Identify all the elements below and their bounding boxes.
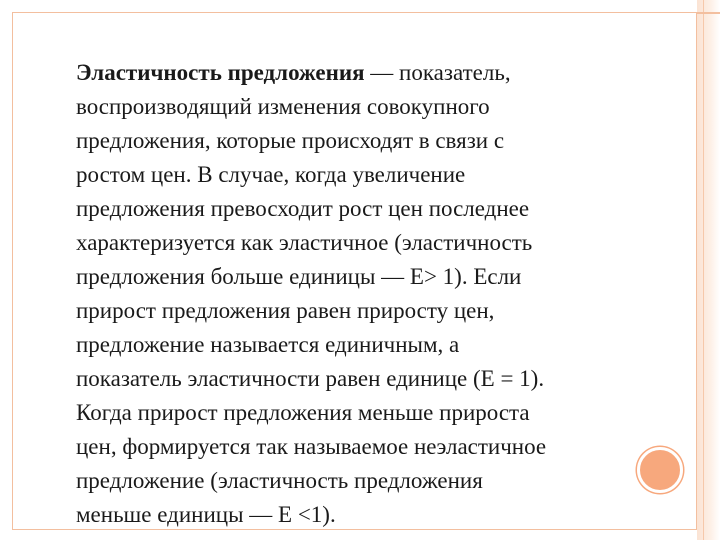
text-line: цен, формируется так называемое неэластичное [76, 434, 547, 459]
defined-term: Эластичность предложения [76, 60, 365, 85]
text-line: меньше единицы — E <1). [76, 502, 336, 527]
text-line: предложения превосходит рост цен последнее [76, 196, 530, 221]
text-line: предложения больше единицы — E> 1). Если [76, 264, 522, 289]
text-line: характеризуется как эластичное (эластичность [76, 230, 533, 255]
text-line: ростом цен. В случае, когда увеличение [76, 162, 466, 187]
text-line: предложение (эластичность предложения [76, 468, 483, 493]
text-line: воспроизводящий изменения совокупного [76, 94, 490, 119]
text-line: показатель эластичности равен единице (E = 1). [76, 366, 545, 391]
text-line: прирост предложения равен приросту цен, [76, 298, 495, 323]
text-line: Когда прирост предложения меньше прироста [76, 400, 530, 425]
decorative-circle-icon [637, 447, 683, 493]
decorative-side-strip [697, 0, 720, 540]
definition-paragraph [76, 56, 666, 532]
text-line: — показатель, [364, 60, 511, 85]
text-line: предложения, которые происходят в связи с [76, 128, 505, 153]
text-line: предложение называется единичным, а [76, 332, 460, 357]
decorative-corner-line [697, 12, 720, 14]
decorative-side-line [703, 0, 704, 540]
